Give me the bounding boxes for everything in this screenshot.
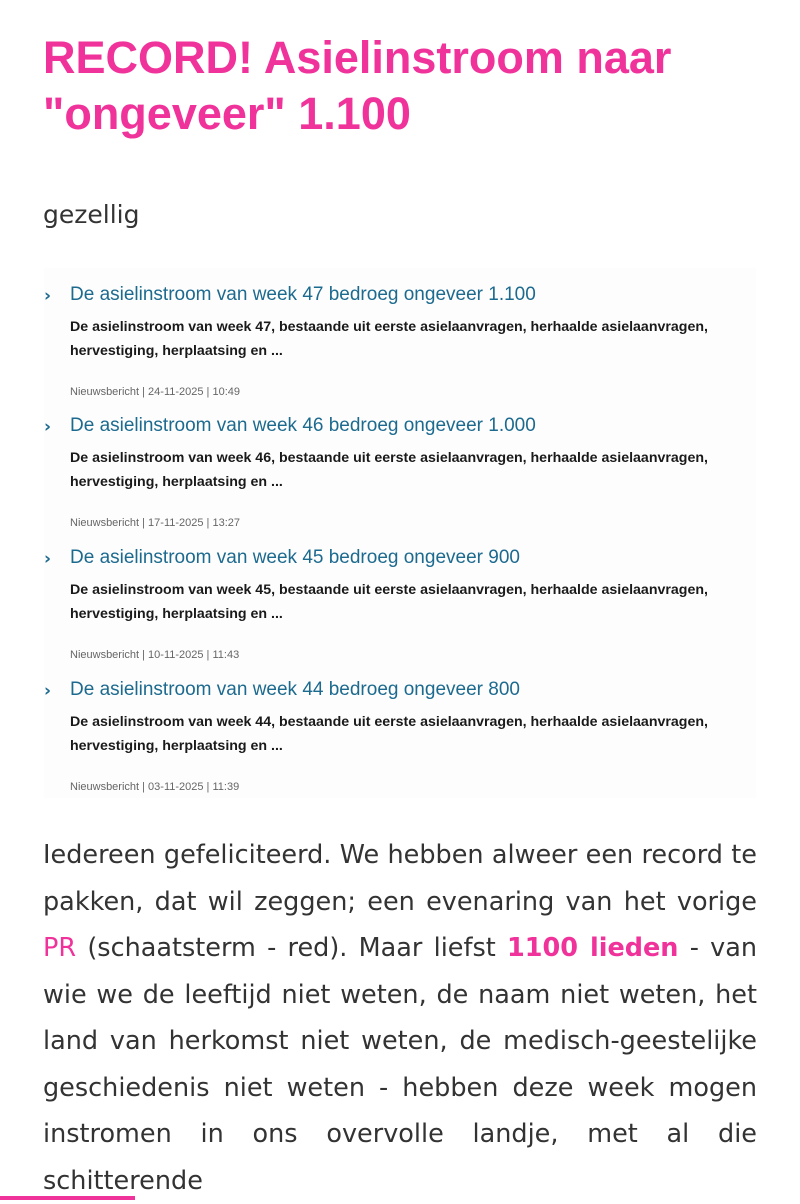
search-result-link[interactable]: De asielinstroom van week 47 bedroeg ongeveer 1.100 (70, 284, 536, 305)
search-result-description: De asielinstroom van week 45, bestaande uit eerste asielaanvragen, herhaalde asielaanvragen, hervestiging, herplaatsing en ... (70, 582, 708, 622)
search-results-screenshot (44, 268, 756, 798)
search-result-link[interactable]: De asielinstroom van week 46 bedroeg ongeveer 1.000 (70, 415, 536, 436)
search-result-description: De asielinstroom van week 44, bestaande uit eerste asielaanvragen, herhaalde asielaanvragen, hervestiging, herplaatsing en ... (70, 714, 708, 754)
chevron-right-icon: › (44, 417, 52, 437)
article-title: RECORD! Asielinstroom naar "ongeveer" 1.100 (43, 32, 672, 139)
scroll-progress-bar (0, 1196, 135, 1200)
search-result (44, 545, 756, 661)
chevron-right-icon: › (44, 681, 52, 701)
article-subtitle: gezellig (43, 200, 140, 229)
search-result-meta: Nieuwsbericht | 24-11-2025 | 10:49 (70, 386, 241, 398)
search-result-meta: Nieuwsbericht | 10-11-2025 | 11:43 (70, 649, 240, 661)
search-result-description: De asielinstroom van week 46, bestaande uit eerste asielaanvragen, herhaalde asielaanvragen, hervestiging, herplaatsing en ... (70, 450, 708, 490)
search-result-link[interactable]: De asielinstroom van week 45 bedroeg ongeveer 900 (70, 547, 520, 568)
chevron-right-icon: › (44, 286, 52, 306)
chevron-right-icon: › (44, 549, 52, 569)
highlight-count: 1100 lieden (506, 933, 679, 963)
search-result-link[interactable]: De asielinstroom van week 44 bedroeg ongeveer 800 (70, 679, 520, 700)
search-result-meta: Nieuwsbericht | 03-11-2025 | 11:39 (70, 781, 240, 793)
search-result (44, 282, 756, 398)
search-result-meta: Nieuwsbericht | 17-11-2025 | 13:27 (70, 517, 241, 529)
pr-link[interactable]: PR (43, 933, 77, 963)
search-result-description: De asielinstroom van week 47, bestaande uit eerste asielaanvragen, herhaalde asielaanvragen, hervestiging, herplaatsing en ... (70, 319, 708, 359)
article-body (43, 832, 757, 1204)
body-text-part: (schaatsterm - red). Maar liefst (76, 933, 507, 963)
body-text-part: - van wie we de leeftijd niet weten, de naam niet weten, het land van herkomst niet weten, de medisch-geestelijke geschiedenis niet weten - hebben deze week mogen instromen in ons overvolle landje, met al die schitterende (43, 933, 758, 1196)
search-result (44, 677, 756, 793)
search-result (44, 413, 756, 529)
body-text-part: Iedereen gefeliciteerd. We hebben alweer een record te pakken, dat wil zeggen; een evenaring van het vorige (43, 840, 757, 917)
